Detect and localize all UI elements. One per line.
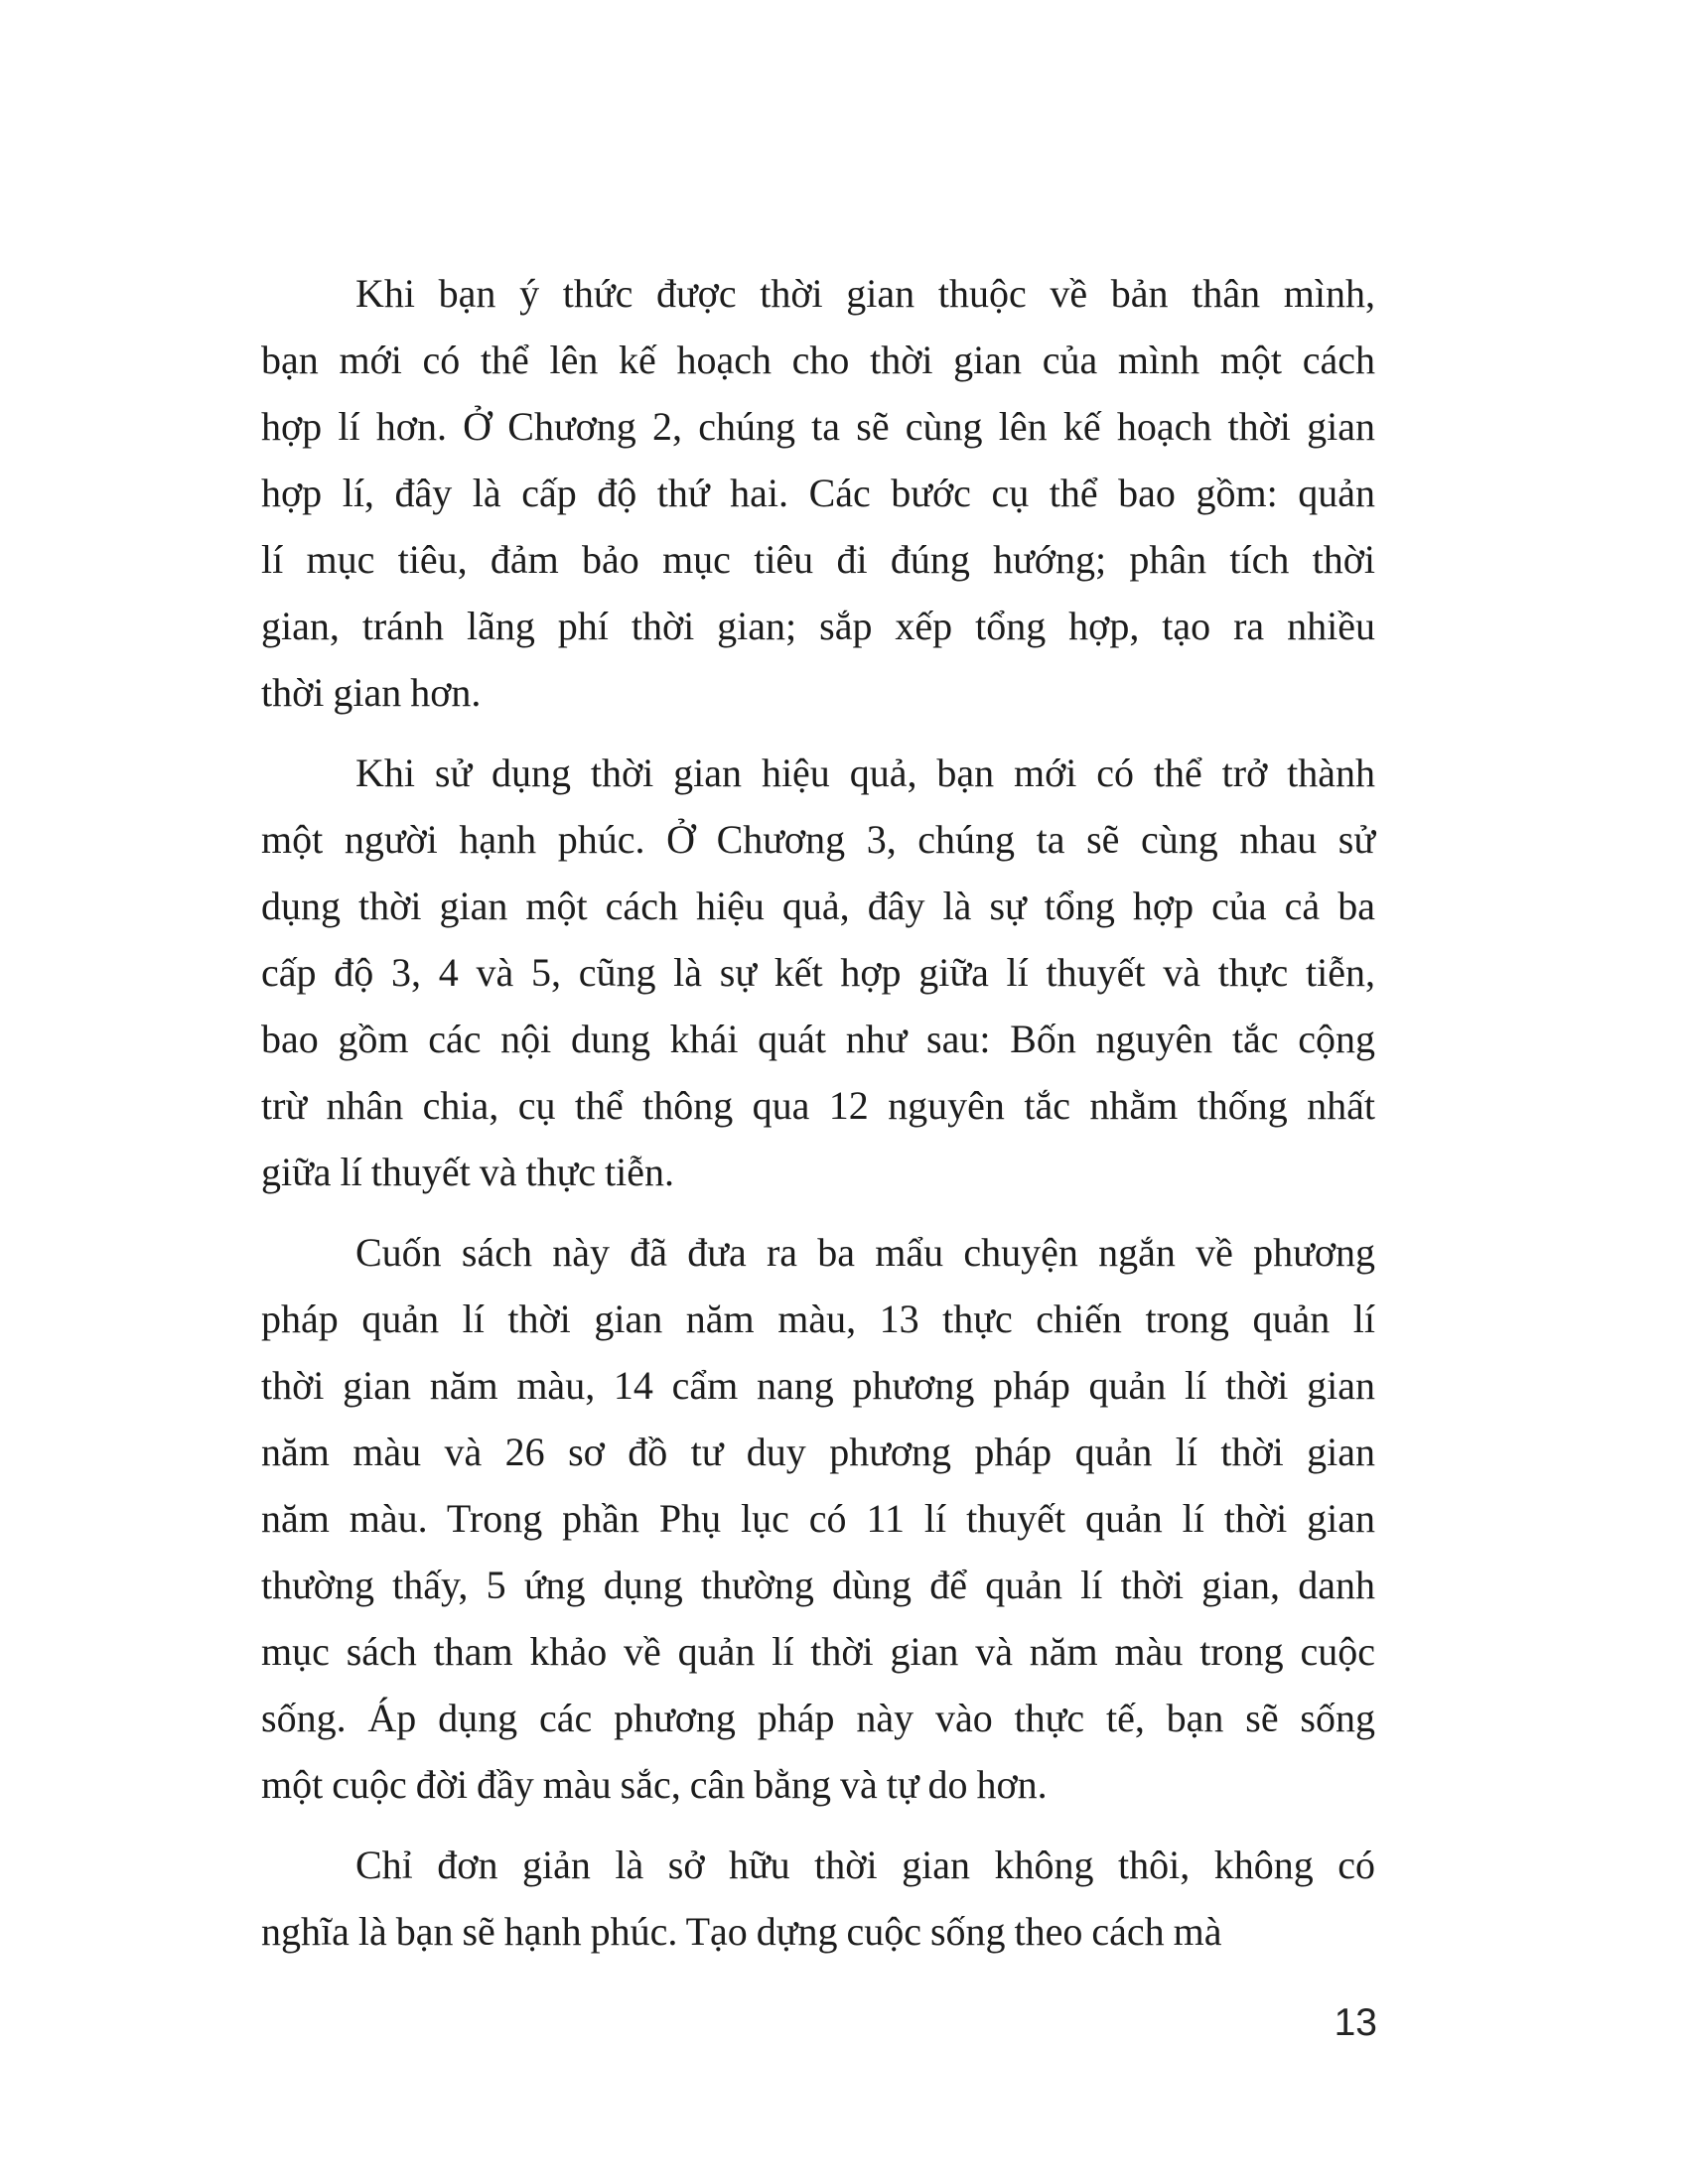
- text-line: lí mục tiêu, đảm bảo mục tiêu đi đúng hướng; phân tích thời: [261, 537, 1375, 582]
- paragraph: [261, 1219, 1375, 1818]
- text-line: hợp lí hơn. Ở Chương 2, chúng ta sẽ cùng lên kế hoạch thời gian: [261, 404, 1375, 449]
- text-line: trừ nhân chia, cụ thể thông qua 12 nguyên tắc nhằm thống nhất: [261, 1083, 1375, 1128]
- text-line: gian, tránh lãng phí thời gian; sắp xếp tổng hợp, tạo ra nhiều: [261, 604, 1375, 648]
- paragraph: [261, 260, 1375, 726]
- paragraph: [261, 740, 1375, 1205]
- text-line: mục sách tham khảo về quản lí thời gian và năm màu trong cuộc: [261, 1629, 1375, 1674]
- text-line: pháp quản lí thời gian năm màu, 13 thực chiến trong quản lí: [261, 1297, 1375, 1341]
- text-line: giữa lí thuyết và thực tiễn.: [261, 1150, 675, 1194]
- text-line: bao gồm các nội dung khái quát như sau: Bốn nguyên tắc cộng: [261, 1017, 1375, 1061]
- text-line: thời gian năm màu, 14 cẩm nang phương pháp quản lí thời gian: [261, 1363, 1375, 1408]
- text-line: dụng thời gian một cách hiệu quả, đây là sự tổng hợp của cả ba: [261, 884, 1375, 928]
- text-line: thời gian hơn.: [261, 670, 482, 715]
- page-number: 13: [1334, 2001, 1377, 2044]
- text-line: năm màu và 26 sơ đồ tư duy phương pháp quản lí thời gian: [261, 1430, 1375, 1474]
- text-line: thường thấy, 5 ứng dụng thường dùng để quản lí thời gian, danh: [261, 1563, 1375, 1607]
- text-line: hợp lí, đây là cấp độ thứ hai. Các bước cụ thể bao gồm: quản: [261, 471, 1375, 515]
- text-line: năm màu. Trong phần Phụ lục có 11 lí thuyết quản lí thời gian: [261, 1496, 1375, 1541]
- text-line: nghĩa là bạn sẽ hạnh phúc. Tạo dựng cuộc sống theo cách mà: [261, 1909, 1222, 1954]
- body-text: [261, 260, 1375, 1965]
- paragraph: [261, 1832, 1375, 1965]
- text-line: bạn mới có thể lên kế hoạch cho thời gian của mình một cách: [261, 338, 1375, 382]
- text-line: sống. Áp dụng các phương pháp này vào thực tế, bạn sẽ sống: [261, 1696, 1375, 1740]
- text-line: Khi bạn ý thức được thời gian thuộc về bản thân mình,: [355, 271, 1375, 316]
- text-line: một cuộc đời đầy màu sắc, cân bằng và tự do hơn.: [261, 1762, 1048, 1807]
- text-line: một người hạnh phúc. Ở Chương 3, chúng ta sẽ cùng nhau sử: [261, 817, 1375, 862]
- text-line: Cuốn sách này đã đưa ra ba mẩu chuyện ngắn về phương: [355, 1230, 1375, 1275]
- text-line: Chỉ đơn giản là sở hữu thời gian không thôi, không có: [355, 1843, 1375, 1887]
- text-line: cấp độ 3, 4 và 5, cũng là sự kết hợp giữa lí thuyết và thực tiễn,: [261, 950, 1375, 995]
- text-line: Khi sử dụng thời gian hiệu quả, bạn mới có thể trở thành: [355, 751, 1375, 795]
